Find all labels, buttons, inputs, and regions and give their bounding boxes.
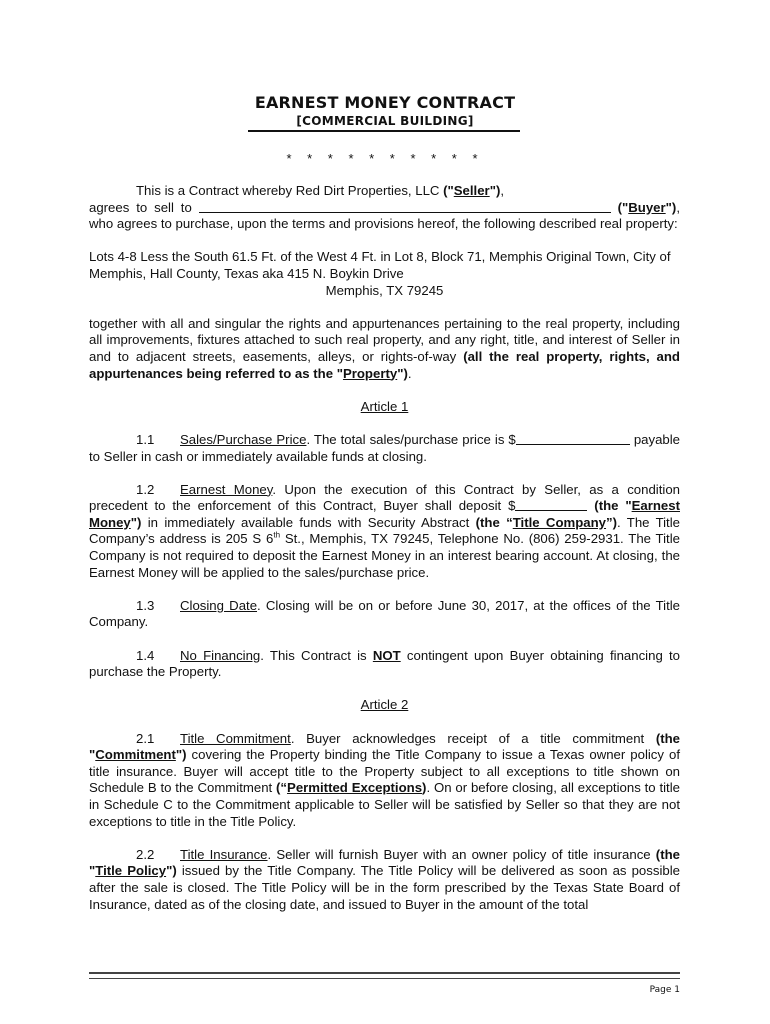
buyer-name-blank[interactable] [199,200,611,213]
section-1-2: 1.2 Earnest Money. Upon the execution of this Contract by Seller, as a condition precedent to the enforcement of this Contract, Buyer shall deposit $ (the "Earnest Money") in immediately available funds with Security Abstract (the “Title Company”). The Title Company’s address is 205 S 6th St., Memphis, TX 79245, Telephone No. (806) 259-2931. The Title Company is not required to deposit the Earnest Money in an interest bearing account. At closing, the Earnest Money will be applied to the sales/purchase price. [89,481,680,580]
article-1-heading: Article 1 [360,398,409,414]
article-2-heading: Article 2 [360,697,409,713]
permitted-exceptions-term: Permitted Exceptions [287,780,423,796]
earnest-money-term: Earnest Money [89,498,680,530]
commitment-term: Commitment [95,747,176,763]
property-description: Lots 4-8 Less the South 61.5 Ft. of the West 4 Ft. in Lot 8, Block 71, Memphis Original Town, City of Memphis, Hall County, Texas aka 415 N. Boykin Drive [89,249,671,281]
document-subtitle: [COMMERCIAL BUILDING] [296,114,474,128]
title-underline [248,130,520,132]
not-emphasis: NOT [372,647,401,663]
buyer-term: Buyer [628,199,666,215]
intro-rest: who agrees to purchase, upon the terms and provisions hereof, the following described real property: [89,216,678,232]
section-1-1-title: Sales/Purchase Price [180,431,307,447]
section-1-2-title: Earnest Money [180,481,273,497]
seller-term: Seller [453,183,490,198]
property-city-line: Memphis, TX 79245 [325,282,444,298]
intro-line2: agrees to sell to [89,199,192,215]
title-policy-term: Title Policy [95,863,167,879]
section-2-1-title: Title Commitment [180,730,291,746]
star-separator: * * * * * * * * * * [286,151,484,166]
earnest-money-blank[interactable] [515,498,587,511]
section-2-2-title: Title Insurance [180,846,268,862]
section-2-1: 2.1 Title Commitment. Buyer acknowledges receipt of a title commitment (the "Commitment") covering the Property binding the Title Company to issue a Texas owner policy of title insurance. Buyer will accept title to the Property subject to all exceptions to title shown on Schedule B to the Commitment (“Permitted Exceptions). On or before closing, all exceptions to title in Schedule C to the Commitment applicable to Seller will be satisfied by Seller so that they are not exceptions to title in the Title Policy. [89,730,681,829]
section-1-3-title: Closing Date [180,597,258,613]
intro-line1: This is a Contract whereby Red Dirt Properties, LLC [136,183,444,198]
together-paragraph: together with all and singular the rights and appurtenances pertaining to the real property, including all improvements, fixtures attached to such real property, and any right, title, and interest of Seller in and to adjacent streets, easements, alleys, or rights-of-way (all the real property, rights, and appurtenances being referred to as the "Property"). [89,315,680,381]
page-number: Page 1 [649,985,680,995]
price-blank[interactable] [516,432,630,445]
intro-paragraph: This is a Contract whereby Red Dirt Properties, LLC ("Seller"), agrees to sell to ("Buyer"), who agrees to purchase, upon the terms and provisions hereof, the following described real property: [89,183,680,232]
section-2-2: 2.2 Title Insurance. Seller will furnish Buyer with an owner policy of title insurance (the "Title Policy") issued by the Title Company. The Title Policy will be delivered as soon as possible after the sale is closed. The Title Policy will be in the form prescribed by the Texas State Board of Insurance, dated as of the closing date, and issued to Buyer in the amount of the total [89,846,680,912]
document-title: EARNEST MONEY CONTRACT [254,93,516,112]
title-company-term: Title Company [512,514,607,530]
section-1-4: 1.4 No Financing. This Contract is NOT contingent upon Buyer obtaining financing to purchase the Property. [89,647,680,680]
contract-body [89,183,680,930]
property-term: Property [342,365,398,381]
section-1-3: 1.3 Closing Date. Closing will be on or before June 30, 2017, at the offices of the Title Company. [89,597,680,630]
section-1-4-title: No Financing [180,647,261,663]
section-1-1: 1.1 Sales/Purchase Price. The total sales/purchase price is $ payable to Seller in cash or immediately available funds at closing. [89,431,681,464]
footer-divider [89,972,680,979]
